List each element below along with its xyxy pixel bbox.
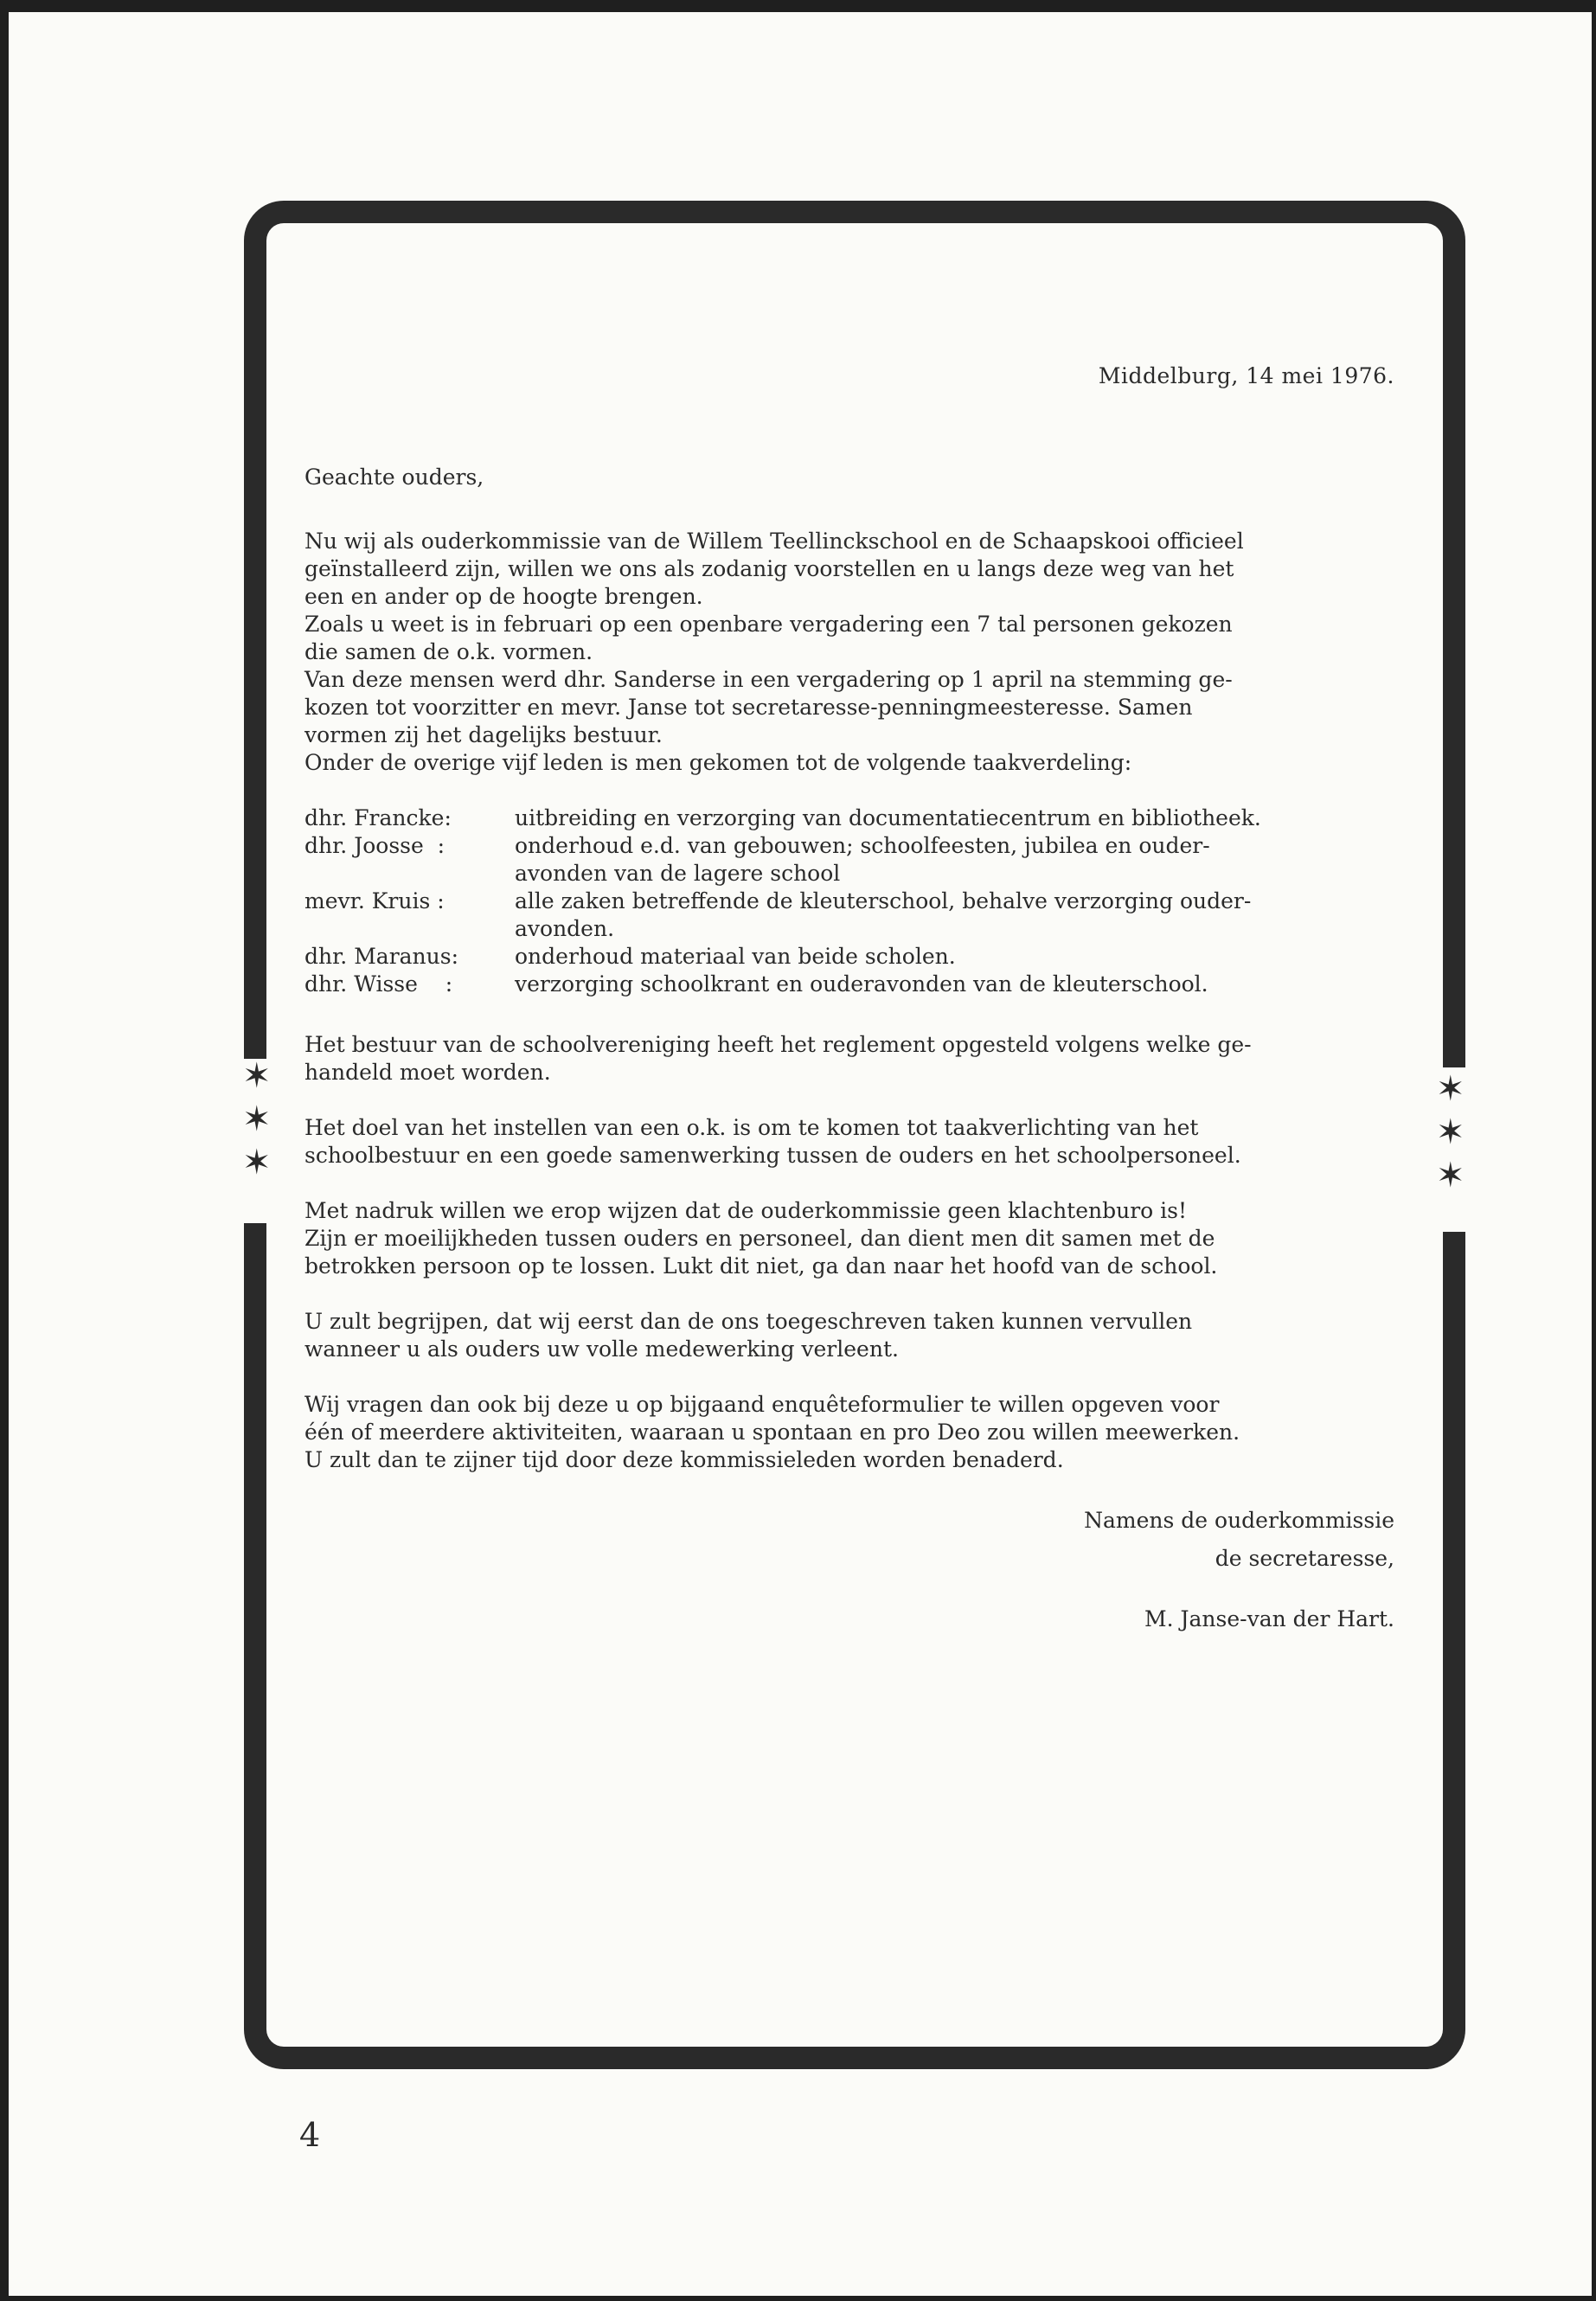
letter-date: Middelburg, 14 mei 1976. <box>1098 363 1394 388</box>
text-line: een en ander op de hoogte brengen. <box>304 584 703 609</box>
text-line: betrokken persoon op te lossen. Lukt dit niet, ga dan naar het hoofd van de school. <box>304 1253 1218 1279</box>
text-line: alle zaken betreffende de kleuterschool, behalve verzorging ouder- <box>515 888 1252 913</box>
task-row <box>304 971 1394 998</box>
text-line: U zult begrijpen, dat wij eerst dan de ons toegeschreven taken kunnen vervullen <box>304 1309 1193 1334</box>
task-person: dhr. Wisse : <box>304 971 453 997</box>
closing-line: Namens de ouderkommissie <box>1084 1508 1394 1533</box>
task-row <box>304 832 1394 888</box>
frame-bottom-border <box>244 1931 1465 2069</box>
star-icon: ✶ <box>242 1099 272 1139</box>
star-icon: ✶ <box>242 1143 272 1183</box>
text-line: onderhoud materiaal van beide scholen. <box>515 944 956 969</box>
star-icon: ✶ <box>1436 1156 1465 1195</box>
frame-right-lower-border <box>1443 1232 1465 1967</box>
right-stars-decoration <box>1436 1067 1465 1197</box>
task-row <box>304 943 1394 971</box>
cooperation-paragraph <box>304 1308 1394 1363</box>
complaints-paragraph <box>304 1197 1394 1280</box>
task-description <box>515 943 1394 971</box>
text-line: Het doel van het instellen van een o.k. is om te komen tot taakverlichting van het <box>304 1115 1199 1140</box>
task-person: dhr. Francke: <box>304 805 452 830</box>
text-line: die samen de o.k. vormen. <box>304 639 593 664</box>
text-line: Van deze mensen werd dhr. Sanderse in een vergadering op 1 april na stemming ge- <box>304 667 1233 692</box>
task-person: dhr. Maranus: <box>304 944 459 969</box>
letter-salutation: Geachte ouders, <box>304 465 484 490</box>
text-line: Het bestuur van de schoolvereniging heeft het reglement opgesteld volgens welke ge- <box>304 1032 1252 1057</box>
document-page <box>9 12 1592 2296</box>
text-line: Nu wij als ouderkommissie van de Willem Teellinckschool en de Schaapskooi officieel <box>304 529 1244 554</box>
text-line: Wij vragen dan ook bij deze u op bijgaand enquêteformulier te willen opgeven voor <box>304 1392 1220 1417</box>
closing-block <box>1014 1507 1394 1573</box>
text-line: één of meerdere aktiviteiten, waaraan u spontaan en pro Deo zou willen meewerken. <box>304 1420 1240 1445</box>
text-line: U zult dan te zijner tijd door deze kommissieleden worden benaderd. <box>304 1447 1064 1472</box>
text-line: Zoals u weet is in februari op een openbare vergadering een 7 tal personen gekozen <box>304 612 1233 637</box>
intro-paragraph <box>304 528 1394 777</box>
text-line: onderhoud e.d. van gebouwen; schoolfeesten, jubilea en ouder- <box>515 833 1210 858</box>
page-number: 4 <box>299 2116 321 2154</box>
frame-right-upper-border <box>1443 306 1465 1067</box>
text-line: Onder de overige vijf leden is men gekomen tot de volgende taakverdeling: <box>304 750 1132 775</box>
text-line: Zijn er moeilijkheden tussen ouders en personeel, dan dient men dit samen met de <box>304 1226 1215 1251</box>
text-line: vormen zij het dagelijks bestuur. <box>304 722 663 747</box>
task-description <box>515 832 1394 888</box>
star-icon: ✶ <box>1436 1069 1465 1109</box>
frame-left-upper-border <box>244 306 266 1059</box>
goal-paragraph <box>304 1114 1394 1170</box>
task-row <box>304 888 1394 943</box>
signature-name: M. Janse-van der Hart. <box>1144 1606 1394 1631</box>
text-line: avonden van de lagere school <box>515 861 841 886</box>
task-person: dhr. Joosse : <box>304 833 445 858</box>
star-icon: ✶ <box>242 1056 272 1096</box>
task-description <box>515 804 1394 832</box>
text-line: Met nadruk willen we erop wijzen dat de ouderkommissie geen klachtenburo is! <box>304 1198 1188 1223</box>
text-line: verzorging schoolkrant en ouderavonden van de kleuterschool. <box>515 971 1208 997</box>
text-line: wanneer u als ouders uw volle medewerking verleent. <box>304 1336 899 1362</box>
task-description <box>515 971 1394 998</box>
letter-body <box>304 362 1394 1633</box>
regulation-paragraph <box>304 1031 1394 1086</box>
task-description <box>515 888 1394 943</box>
text-line: schoolbestuur en een goede samenwerking tussen de ouders en het schoolpersoneel. <box>304 1143 1241 1168</box>
text-line: kozen tot voorzitter en mevr. Janse tot secretaresse-penningmeesteresse. Samen <box>304 695 1193 720</box>
text-line: uitbreiding en verzorging van documentatiecentrum en bibliotheek. <box>515 805 1261 830</box>
star-icon: ✶ <box>1436 1112 1465 1152</box>
task-list <box>304 804 1394 998</box>
task-person: mevr. Kruis : <box>304 888 445 913</box>
left-stars-decoration <box>242 1054 272 1184</box>
text-line: avonden. <box>515 916 615 941</box>
survey-paragraph <box>304 1391 1394 1474</box>
frame-top-border <box>244 201 1465 330</box>
closing-line: de secretaresse, <box>1215 1546 1394 1571</box>
text-line: geïnstalleerd zijn, willen we ons als zodanig voorstellen en u langs deze weg van het <box>304 556 1234 581</box>
text-line: handeld moet worden. <box>304 1060 551 1085</box>
task-row <box>304 804 1394 832</box>
frame-left-lower-border <box>244 1223 266 1967</box>
